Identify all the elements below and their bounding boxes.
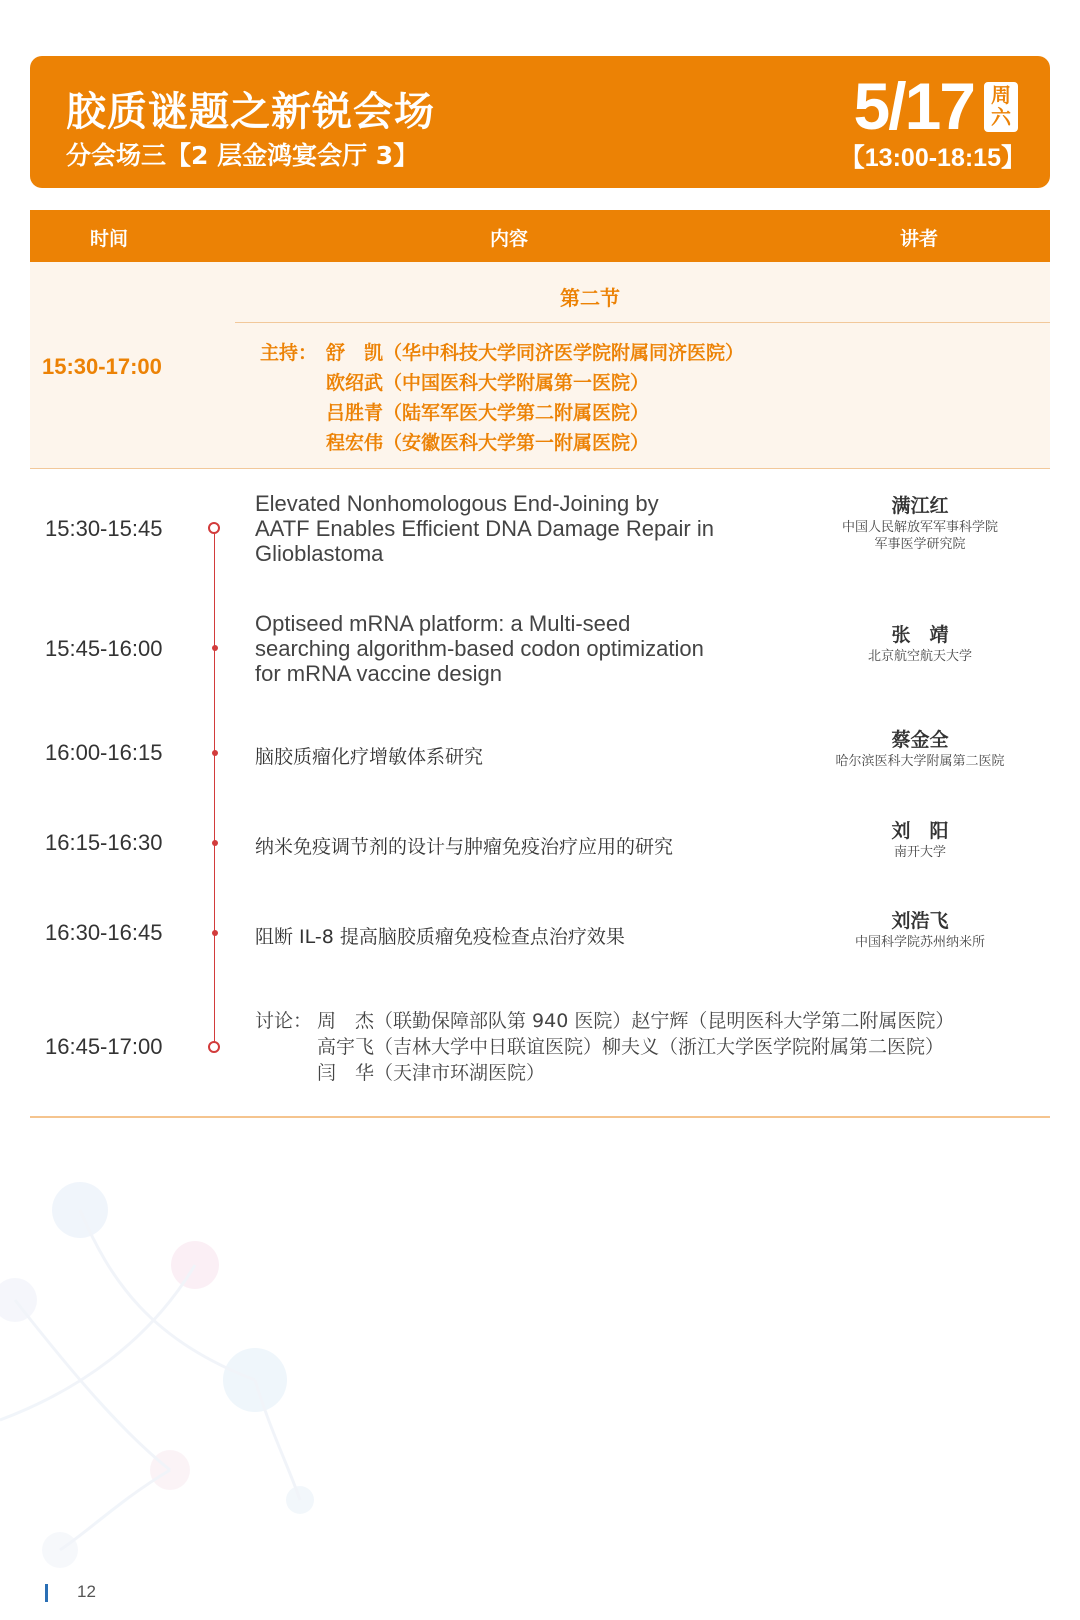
timeline-ring-marker	[208, 522, 220, 534]
talk-time: 15:45-16:00	[45, 636, 163, 661]
venue-title: 胶质谜题之新锐会场	[66, 89, 435, 135]
speaker-affiliation: 中国人民解放军军事科学院	[841, 520, 998, 535]
talk-time: 16:15-16:30	[45, 830, 163, 855]
session-block	[30, 262, 1050, 469]
discussion-time: 16:45-17:00	[45, 1034, 163, 1059]
speaker-name: 张 靖	[891, 624, 949, 646]
speaker-name: 蔡金全	[891, 729, 949, 751]
speaker-affiliation: 哈尔滨医科大学附属第二医院	[835, 754, 1005, 769]
page-number: 12	[77, 1582, 96, 1601]
event-date: 5/17	[853, 69, 974, 143]
session-header-banner	[30, 56, 1050, 188]
speaker-affiliation: 南开大学	[893, 845, 946, 860]
weekday-char-1: 周	[991, 83, 1011, 107]
column-header-content: 内容	[490, 228, 529, 250]
schedule-table-header	[30, 210, 1050, 262]
session-divider	[235, 322, 1050, 323]
session-time: 15:30-17:00	[42, 354, 162, 379]
talk-title-line: Glioblastoma	[255, 541, 384, 566]
table-bottom-divider	[30, 1116, 1050, 1118]
session-title: 第二节	[560, 286, 620, 310]
speaker-block	[810, 818, 1030, 861]
discussion-panelists: 高宇飞（吉林大学中日联谊医院）柳夫义（浙江大学医学院附属第二医院）	[317, 1036, 945, 1058]
discussion-block	[255, 1008, 954, 1086]
speaker-block	[810, 622, 1030, 665]
talk-title: 纳米免疫调节剂的设计与肿瘤免疫治疗应用的研究	[255, 836, 674, 858]
speaker-name: 刘 阳	[891, 820, 949, 842]
moderator-row	[260, 398, 744, 428]
column-header-speaker: 讲者	[900, 228, 939, 250]
discussion-label: 讨论：	[255, 1010, 313, 1032]
moderator-name: 欧绍武（中国医科大学附属第一医院）	[326, 372, 650, 394]
moderator-name: 程宏伟（安徽医科大学第一附属医院）	[326, 432, 650, 454]
timeline-dot-marker	[212, 930, 218, 936]
discussion-panelists: 周 杰（联勤保障部队第 940 医院）赵宁辉（昆明医科大学第二附属医院）	[317, 1010, 955, 1032]
weekday-char-2: 六	[991, 105, 1011, 129]
moderator-name: 舒 凯（华中科技大学同济医学院附属同济医院）	[326, 342, 745, 364]
speaker-affiliation: 军事医学研究院	[874, 537, 966, 552]
speaker-name: 刘浩飞	[891, 910, 949, 932]
discussion-row	[255, 1060, 954, 1086]
timeline-dot-marker	[212, 645, 218, 651]
moderator-label: 主持：	[260, 342, 318, 364]
speaker-name: 满江红	[891, 495, 949, 517]
speaker-block	[810, 493, 1030, 553]
timeline-dot-marker	[212, 840, 218, 846]
weekday-badge	[984, 82, 1018, 132]
speaker-affiliation: 北京航空航天大学	[867, 649, 972, 664]
moderator-row	[260, 368, 744, 398]
talk-title: 阻断 IL-8 提高脑胶质瘤免疫检查点治疗效果	[255, 926, 625, 948]
moderator-name: 吕胜青（陆军军医大学第二附属医院）	[326, 402, 650, 424]
talk-time: 15:30-15:45	[45, 516, 163, 541]
timeline-line	[214, 527, 215, 1047]
venue-room: 分会场三【2 层金鸿宴会厅 3】	[66, 141, 419, 170]
talk-title: 脑胶质瘤化疗增敏体系研究	[255, 746, 484, 768]
column-header-time: 时间	[90, 228, 129, 250]
speaker-block	[810, 908, 1030, 951]
event-time-range: 【13:00-18:15】	[839, 144, 1026, 172]
talk-title-line: Optiseed mRNA platform: a Multi-seed	[255, 611, 631, 636]
speaker-affiliation: 中国科学院苏州纳米所	[854, 935, 985, 950]
decorative-molecule-background	[0, 1170, 360, 1620]
talk-title	[255, 611, 704, 686]
talk-title-line: Elevated Nonhomologous End-Joining by	[255, 491, 659, 516]
talk-title-line: for mRNA vaccine design	[255, 661, 502, 686]
discussion-row	[255, 1008, 954, 1034]
talk-title-line: AATF Enables Efficient DNA Damage Repair in	[255, 516, 714, 541]
talk-title	[255, 491, 714, 566]
moderator-list	[260, 338, 744, 458]
timeline-dot-marker	[212, 750, 218, 756]
talk-time: 16:30-16:45	[45, 920, 163, 945]
timeline-ring-marker	[208, 1041, 220, 1053]
speaker-block	[810, 727, 1030, 770]
talk-time: 16:00-16:15	[45, 740, 163, 765]
moderator-row	[260, 338, 744, 368]
page-marker-bar	[45, 1584, 48, 1602]
discussion-panelists: 闫 华（天津市环湖医院）	[317, 1062, 546, 1084]
talk-title-line: searching algorithm-based codon optimization	[255, 636, 704, 661]
discussion-row	[255, 1034, 954, 1060]
moderator-row	[260, 428, 744, 458]
